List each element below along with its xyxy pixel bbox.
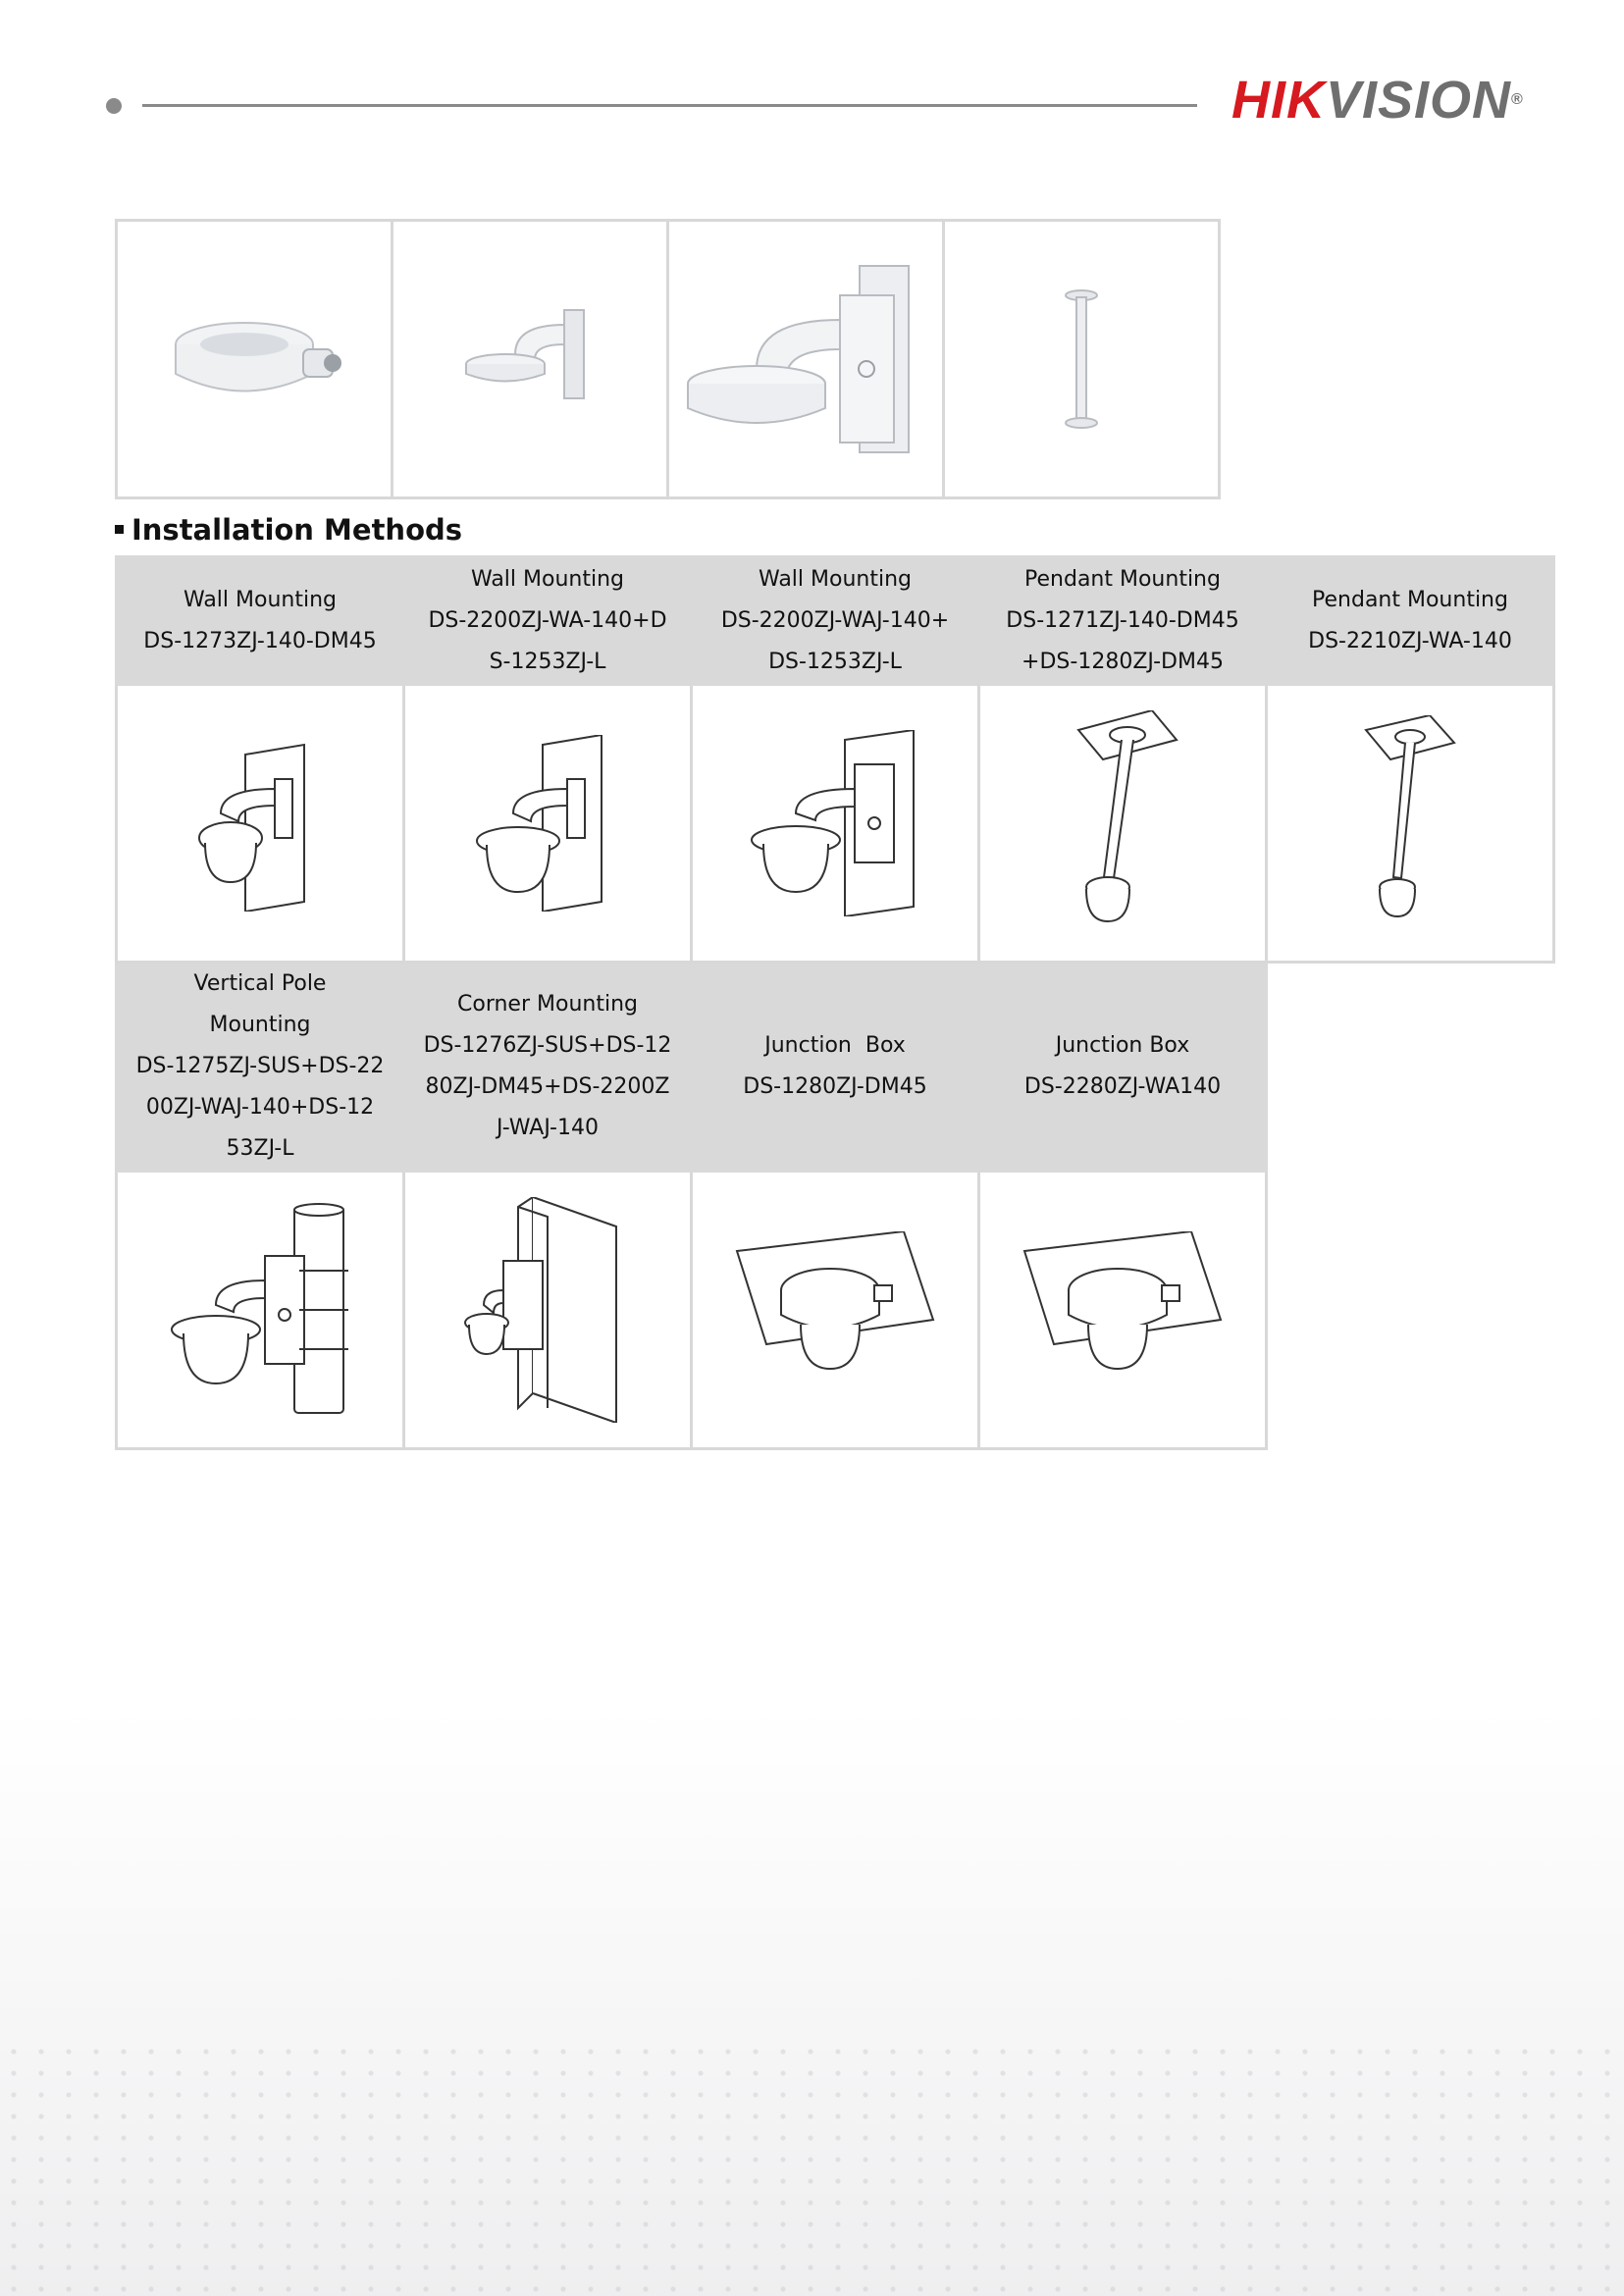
brand-logo [1231, 71, 1524, 130]
corner-mount-diagram-icon [459, 1197, 636, 1423]
junction-box-ceiling-diagram-icon [1020, 1231, 1226, 1388]
wall-bracket-with-box-icon [678, 261, 933, 457]
method-label-line: Wall Mounting [758, 566, 913, 592]
accessory-cell [393, 221, 668, 498]
background-dot-pattern [0, 2041, 1624, 2296]
method-label-cell [117, 963, 404, 1172]
method-label-line: DS-2210ZJ-WA-140 [1308, 628, 1512, 653]
pendant-mount-diagram-icon [1059, 710, 1186, 936]
junction-box-ceiling-diagram-icon [732, 1231, 938, 1388]
wall-mount-diagram-icon [469, 735, 626, 912]
method-label-line: Mounting [209, 1013, 311, 1037]
accessory-cell [668, 221, 944, 498]
method-label-cell [404, 557, 692, 685]
wall-mount-box-diagram-icon [742, 730, 928, 916]
pole-mount-diagram-icon [162, 1202, 358, 1418]
method-image-cell [404, 685, 692, 963]
method-label-line: 00ZJ-WAJ-140+DS-12 [145, 1095, 375, 1120]
accessory-cell [944, 221, 1220, 498]
method-label-line: DS-1276ZJ-SUS+DS-12 [423, 1033, 672, 1058]
section-title-text: Installation Methods [131, 513, 463, 547]
pendant-pole-icon [1052, 286, 1111, 433]
method-label-cell [979, 963, 1267, 1172]
section-title [115, 510, 462, 549]
header-rule [142, 104, 1197, 107]
method-image-cell [117, 685, 404, 963]
method-label-line: Vertical Pole [193, 971, 327, 996]
method-image-cell [692, 685, 979, 963]
methods-header-row [117, 557, 1554, 685]
method-label-line: +DS-1280ZJ-DM45 [1022, 649, 1224, 674]
method-label-line: Junction Box [1055, 1033, 1190, 1058]
method-label-cell [117, 557, 404, 685]
method-label-line: Corner Mounting [457, 992, 638, 1017]
accessories-table [115, 219, 1221, 499]
method-label-line: DS-1275ZJ-SUS+DS-22 [135, 1054, 385, 1078]
method-image-cell [1267, 685, 1554, 963]
brand-logo-registered: ® [1511, 91, 1524, 108]
installation-methods-table [115, 555, 1555, 1450]
method-image-cell [117, 1172, 404, 1449]
methods-header-row [117, 963, 1554, 1172]
method-label-cell [979, 557, 1267, 685]
method-image-cell [979, 685, 1267, 963]
header-dot [106, 98, 122, 114]
method-label-line: 53ZJ-L [226, 1136, 294, 1161]
method-label-line: S-1253ZJ-L [489, 649, 606, 674]
method-label-line: DS-1273ZJ-140-DM45 [143, 628, 377, 653]
method-label-line: DS-2200ZJ-WAJ-140+ [720, 607, 950, 633]
wall-mount-diagram-icon [191, 735, 329, 912]
accessory-cell [117, 221, 393, 498]
method-label-line: J-WAJ-140 [497, 1116, 599, 1140]
pendant-mount-diagram-icon [1356, 715, 1464, 931]
method-label-cell [1267, 557, 1554, 685]
method-image-cell [404, 1172, 692, 1449]
brand-logo-vision: VISION [1326, 71, 1512, 130]
method-image-cell [979, 1172, 1267, 1449]
method-label-line: DS-1253ZJ-L [768, 649, 902, 674]
methods-image-row [117, 1172, 1554, 1449]
empty-cell [1267, 1172, 1554, 1449]
method-label-line: Junction Box [764, 1033, 906, 1058]
method-label-line: Pendant Mounting [1024, 566, 1221, 592]
method-label-line: 80ZJ-DM45+DS-2200Z [425, 1074, 670, 1099]
method-label-line: DS-1271ZJ-140-DM45 [1006, 607, 1239, 633]
brand-logo-hik: HIK [1231, 71, 1326, 130]
method-label-line: Pendant Mounting [1312, 587, 1508, 612]
methods-image-row [117, 685, 1554, 963]
method-image-cell [692, 1172, 979, 1449]
junction-box-icon [166, 300, 342, 418]
method-label-line: DS-2280ZJ-WA140 [1023, 1074, 1222, 1099]
empty-cell [1267, 963, 1554, 1172]
method-label-line: DS-1280ZJ-DM45 [743, 1074, 927, 1099]
method-label-line: DS-2200ZJ-WA-140+D [428, 607, 667, 633]
method-label-cell [404, 963, 692, 1172]
wall-bracket-icon [456, 300, 603, 418]
method-label-cell [692, 963, 979, 1172]
method-label-line: Wall Mounting [470, 566, 625, 592]
method-label-line: Wall Mounting [183, 587, 338, 612]
bullet-icon [115, 525, 124, 534]
method-label-cell [692, 557, 979, 685]
